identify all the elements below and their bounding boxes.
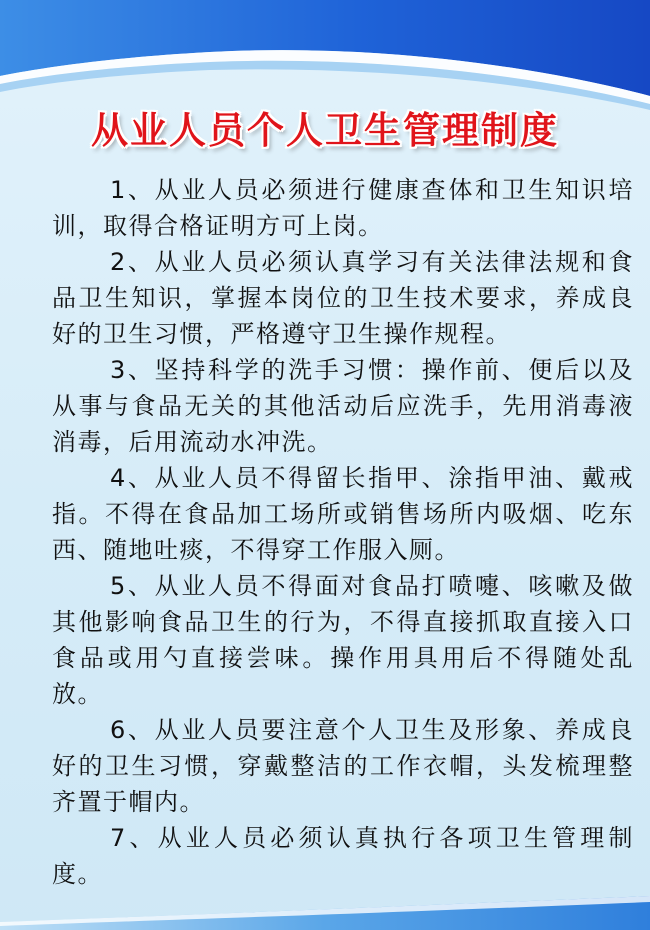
rule-item-6: 6、从业人员要注意个人卫生及形象、养成良好的卫生习惯，穿戴整洁的工作衣帽，头发梳理整齐置于帽内。 bbox=[52, 716, 634, 816]
rule-item-7: 7、从业人员必须认真执行各项卫生管理制度。 bbox=[52, 824, 634, 888]
bottom-wave-band bbox=[0, 890, 650, 930]
rule-item-4: 4、从业人员不得留长指甲、涂指甲油、戴戒指。不得在食品加工场所或销售场所内吸烟、吃东西、随地吐痰，不得穿工作服入厕。 bbox=[52, 464, 634, 564]
rule-item-2: 2、从业人员必须认真学习有关法律法规和食品卫生知识，掌握本岗位的卫生技术要求，养成良好的卫生习惯，严格遵守卫生操作规程。 bbox=[52, 248, 634, 348]
rule-item-1: 1、从业人员必须进行健康查体和卫生知识培训，取得合格证明方可上岗。 bbox=[52, 176, 634, 240]
top-wave-band bbox=[0, 0, 650, 110]
rule-item-3: 3、坚持科学的洗手习惯：操作前、便后以及从事与食品无关的其他活动后应洗手，先用消毒液消毒，后用流动水冲洗。 bbox=[52, 356, 634, 456]
rules-list bbox=[52, 172, 634, 892]
rule-item-5: 5、从业人员不得面对食品打喷嚏、咳嗽及做其他影响食品卫生的行为，不得直接抓取直接入口食品或用勺直接尝味。操作用具用后不得随处乱放。 bbox=[52, 572, 634, 708]
poster-title: 从业人员个人卫生管理制度 bbox=[91, 109, 559, 152]
